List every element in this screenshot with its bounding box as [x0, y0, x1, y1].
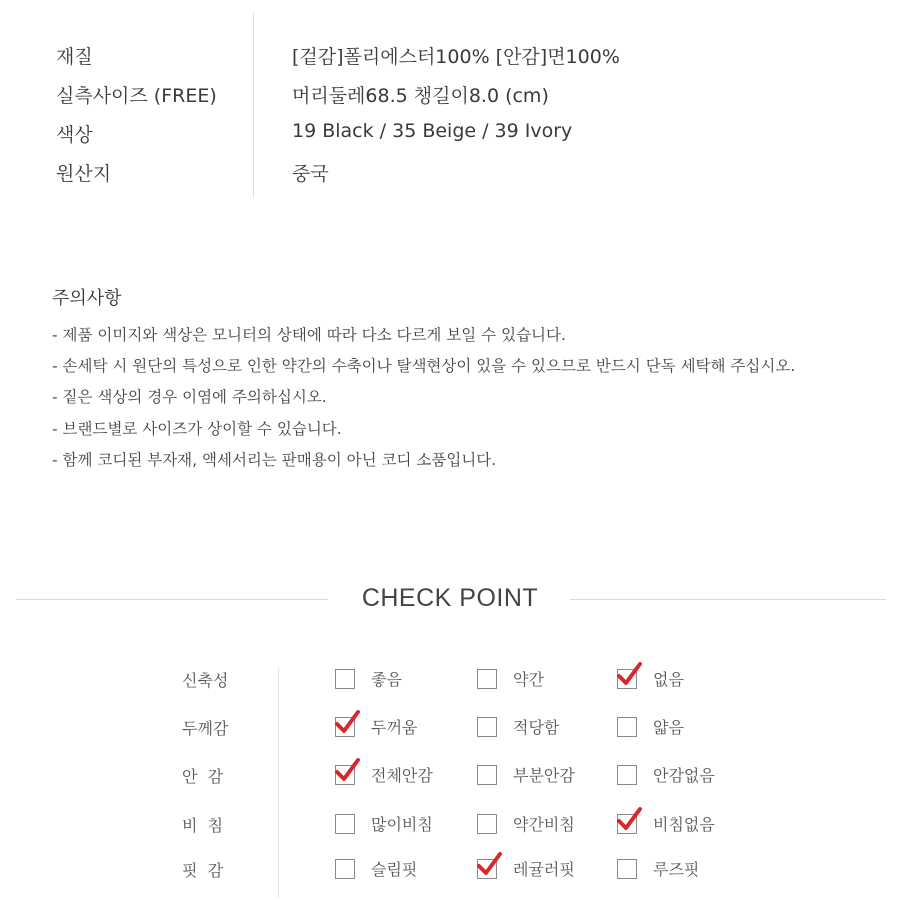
note-item: - 짙은 색상의 경우 이염에 주의하십시오.: [52, 388, 327, 407]
checkpoint-rule-left: [16, 599, 328, 600]
checkbox[interactable]: [617, 717, 637, 737]
spec-label: 실측사이즈 (FREE): [56, 85, 217, 107]
notes-list: [52, 320, 872, 476]
note-item: - 브랜드별로 사이즈가 상이할 수 있습니다.: [52, 419, 342, 438]
checkpoint-option-label: 부분안감: [513, 766, 575, 785]
spec-label: 재질: [56, 46, 93, 68]
notes-title: 주의사항: [52, 288, 122, 309]
checkpoint-row-thickness: [0, 716, 900, 756]
checkmark-icon: [615, 661, 643, 689]
checkbox[interactable]: [617, 859, 637, 879]
checkbox[interactable]: [477, 669, 497, 689]
spec-row-material: [0, 34, 900, 74]
checkmark-icon: [475, 851, 503, 879]
checkpoint-row-fit: [0, 858, 900, 898]
checkpoint-row-label: 두께감: [182, 719, 229, 738]
checkpoint-option-label: 약간: [513, 670, 544, 689]
checkpoint-option-label: 슬림핏: [371, 860, 418, 879]
checkpoint-option-label: 두꺼움: [371, 718, 418, 737]
checkpoint-row-label: 핏 감: [182, 861, 224, 880]
checkbox[interactable]: [477, 814, 497, 834]
note-item: - 제품 이미지와 색상은 모니터의 상태에 따라 다소 다르게 보일 수 있습니다.: [52, 326, 566, 344]
checkpoint-title: CHECK POINT: [361, 584, 539, 612]
spec-label: 원산지: [56, 163, 112, 185]
spec-row-color: [0, 112, 900, 152]
spec-label: 색상: [56, 124, 93, 146]
checkpoint-row-lining: [0, 764, 900, 804]
spec-row-origin: [0, 151, 900, 191]
checkpoint-option-label: 레귤러핏: [513, 860, 575, 879]
caution-notes: [52, 286, 872, 476]
checkpoint-option-label: 좋음: [371, 670, 402, 689]
note-item: - 손세탁 시 원단의 특성으로 인한 약간의 수축이나 탈색현상이 있을 수 있으므로 반드시 단독 세탁해 주십시오.: [52, 357, 796, 376]
spec-value: [겉감]폴리에스터100% [안감]면100%: [292, 46, 620, 68]
checkpoint-rule-right: [570, 599, 886, 600]
checkmark-icon: [333, 757, 361, 785]
checkpoint-option-label: 비침없음: [653, 815, 715, 834]
checkpoint-option-label: 안감없음: [653, 766, 715, 785]
checkbox[interactable]: [477, 765, 497, 785]
checkpoint-option-label: 없음: [653, 670, 684, 689]
checkpoint-option-label: 많이비침: [371, 815, 433, 834]
spec-value: 머리둘레68.5 챙길이8.0 (cm): [292, 85, 549, 107]
spec-row-size: [0, 73, 900, 113]
checkpoint-option-label: 전체안감: [371, 766, 433, 785]
checkbox[interactable]: [617, 765, 637, 785]
checkmark-icon: [333, 709, 361, 737]
checkbox[interactable]: [335, 814, 355, 834]
checkmark-icon: [615, 806, 643, 834]
checkpoint-option-label: 적당함: [513, 718, 560, 737]
checkpoint-option-label: 루즈핏: [653, 860, 700, 879]
checkpoint-row-label: 비 침: [182, 816, 224, 835]
checkbox[interactable]: [477, 717, 497, 737]
spec-value: 중국: [292, 163, 329, 185]
checkpoint-option-label: 약간비침: [513, 815, 575, 834]
checkpoint-row-label: 안 감: [182, 767, 224, 786]
product-spec-table: [0, 0, 900, 200]
spec-value: 19 Black / 35 Beige / 39 Ivory: [292, 120, 573, 142]
checkpoint-row-elasticity: [0, 668, 900, 708]
checkpoint-option-label: 얇음: [653, 718, 684, 737]
checkbox[interactable]: [335, 669, 355, 689]
checkpoint-row-label: 신축성: [182, 671, 229, 690]
checkbox[interactable]: [335, 859, 355, 879]
checkpoint-row-sheerness: [0, 813, 900, 853]
note-item: - 함께 코디된 부자재, 액세서리는 판매용이 아닌 코디 소품입니다.: [52, 450, 497, 469]
